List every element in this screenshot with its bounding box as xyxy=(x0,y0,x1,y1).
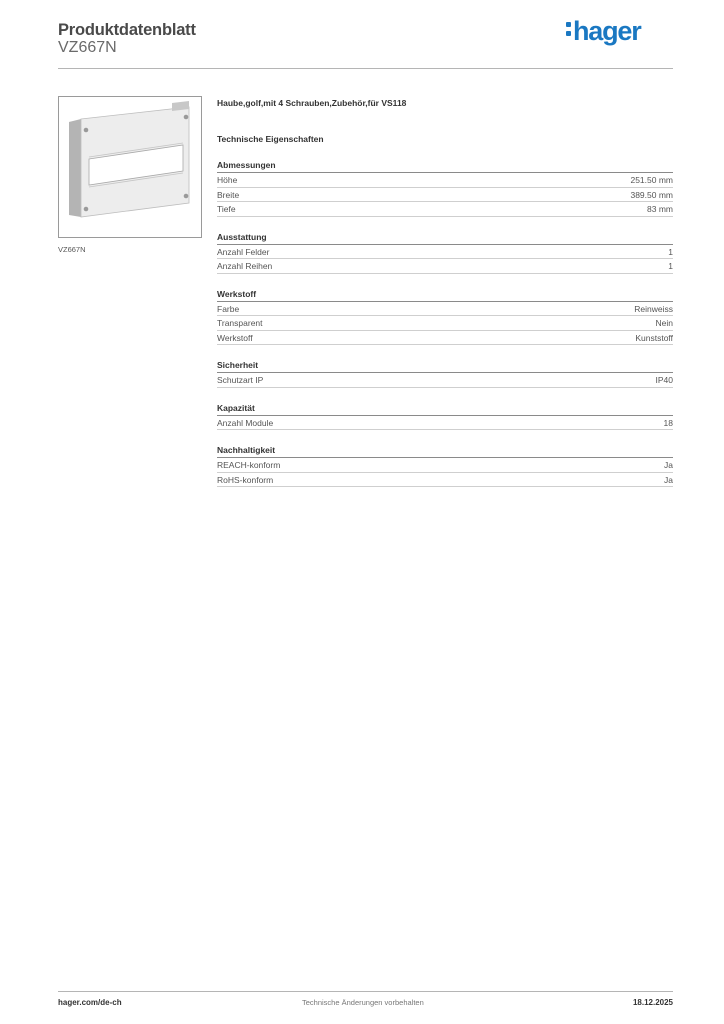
property-row xyxy=(217,302,673,317)
footer-notice: Technische Änderungen vorbehalten xyxy=(302,998,424,1007)
property-value: Ja xyxy=(664,460,673,470)
property-label: Anzahl Module xyxy=(217,417,274,428)
footer-divider xyxy=(58,991,673,992)
hager-logo[interactable] xyxy=(566,16,641,47)
property-row xyxy=(217,473,673,488)
technical-properties-heading: Technische Eigenschaften xyxy=(217,134,324,144)
property-label: Werkstoff xyxy=(217,332,253,343)
footer-date: 18.12.2025 xyxy=(632,998,673,1007)
property-value: Ja xyxy=(664,474,673,485)
property-label: Schutzart IP xyxy=(217,375,264,385)
property-value: Nein xyxy=(655,318,673,328)
property-label: Anzahl Reihen xyxy=(217,261,273,271)
logo-dots-icon xyxy=(566,20,572,38)
property-group xyxy=(217,402,673,431)
product-description: Haube,golf,mit 4 Schrauben,Zubehör,für VS118 xyxy=(217,98,407,108)
property-row xyxy=(217,202,673,217)
footer-website-link[interactable]: hager.com/de-ch xyxy=(58,998,122,1007)
group-title: Werkstoff xyxy=(217,288,673,302)
property-label: REACH-konform xyxy=(217,460,281,470)
property-label: Höhe xyxy=(217,175,238,185)
property-value: 1 xyxy=(668,246,673,257)
property-value: Reinweiss xyxy=(634,303,673,314)
property-value: 18 xyxy=(663,417,673,428)
property-row xyxy=(217,188,673,203)
product-image xyxy=(58,96,202,238)
property-row xyxy=(217,416,673,431)
property-label: Breite xyxy=(217,189,240,200)
property-group xyxy=(217,444,673,487)
image-caption: VZ667N xyxy=(58,245,86,254)
property-label: Anzahl Felder xyxy=(217,246,270,257)
property-group xyxy=(217,288,673,346)
property-value: Kunststoff xyxy=(635,332,673,343)
property-value: IP40 xyxy=(655,375,673,385)
property-label: Tiefe xyxy=(217,204,236,214)
property-row xyxy=(217,173,673,188)
property-groups xyxy=(217,159,673,487)
group-title: Sicherheit xyxy=(217,359,673,373)
property-group xyxy=(217,159,673,217)
enclosure-cover-illustration xyxy=(59,97,201,237)
property-group xyxy=(217,231,673,274)
property-row xyxy=(217,458,673,473)
property-row xyxy=(217,373,673,388)
page-title: Produktdatenblatt xyxy=(58,21,196,39)
property-value: 1 xyxy=(668,261,673,271)
property-row xyxy=(217,331,673,346)
product-details xyxy=(217,96,673,487)
property-value: 251.50 mm xyxy=(630,175,673,185)
group-title: Kapazität xyxy=(217,402,673,416)
product-code: VZ667N xyxy=(58,39,117,56)
group-title: Ausstattung xyxy=(217,231,673,245)
header-divider xyxy=(58,68,673,69)
property-group xyxy=(217,359,673,388)
property-label: RoHS-konform xyxy=(217,474,274,485)
property-row xyxy=(217,316,673,331)
logo-text: hager xyxy=(573,16,641,46)
group-title: Nachhaltigkeit xyxy=(217,444,673,458)
property-label: Farbe xyxy=(217,303,240,314)
property-value: 83 mm xyxy=(647,204,673,214)
property-row xyxy=(217,259,673,274)
property-value: 389.50 mm xyxy=(630,189,673,200)
group-title: Abmessungen xyxy=(217,159,673,173)
property-label: Transparent xyxy=(217,318,263,328)
property-row xyxy=(217,245,673,260)
